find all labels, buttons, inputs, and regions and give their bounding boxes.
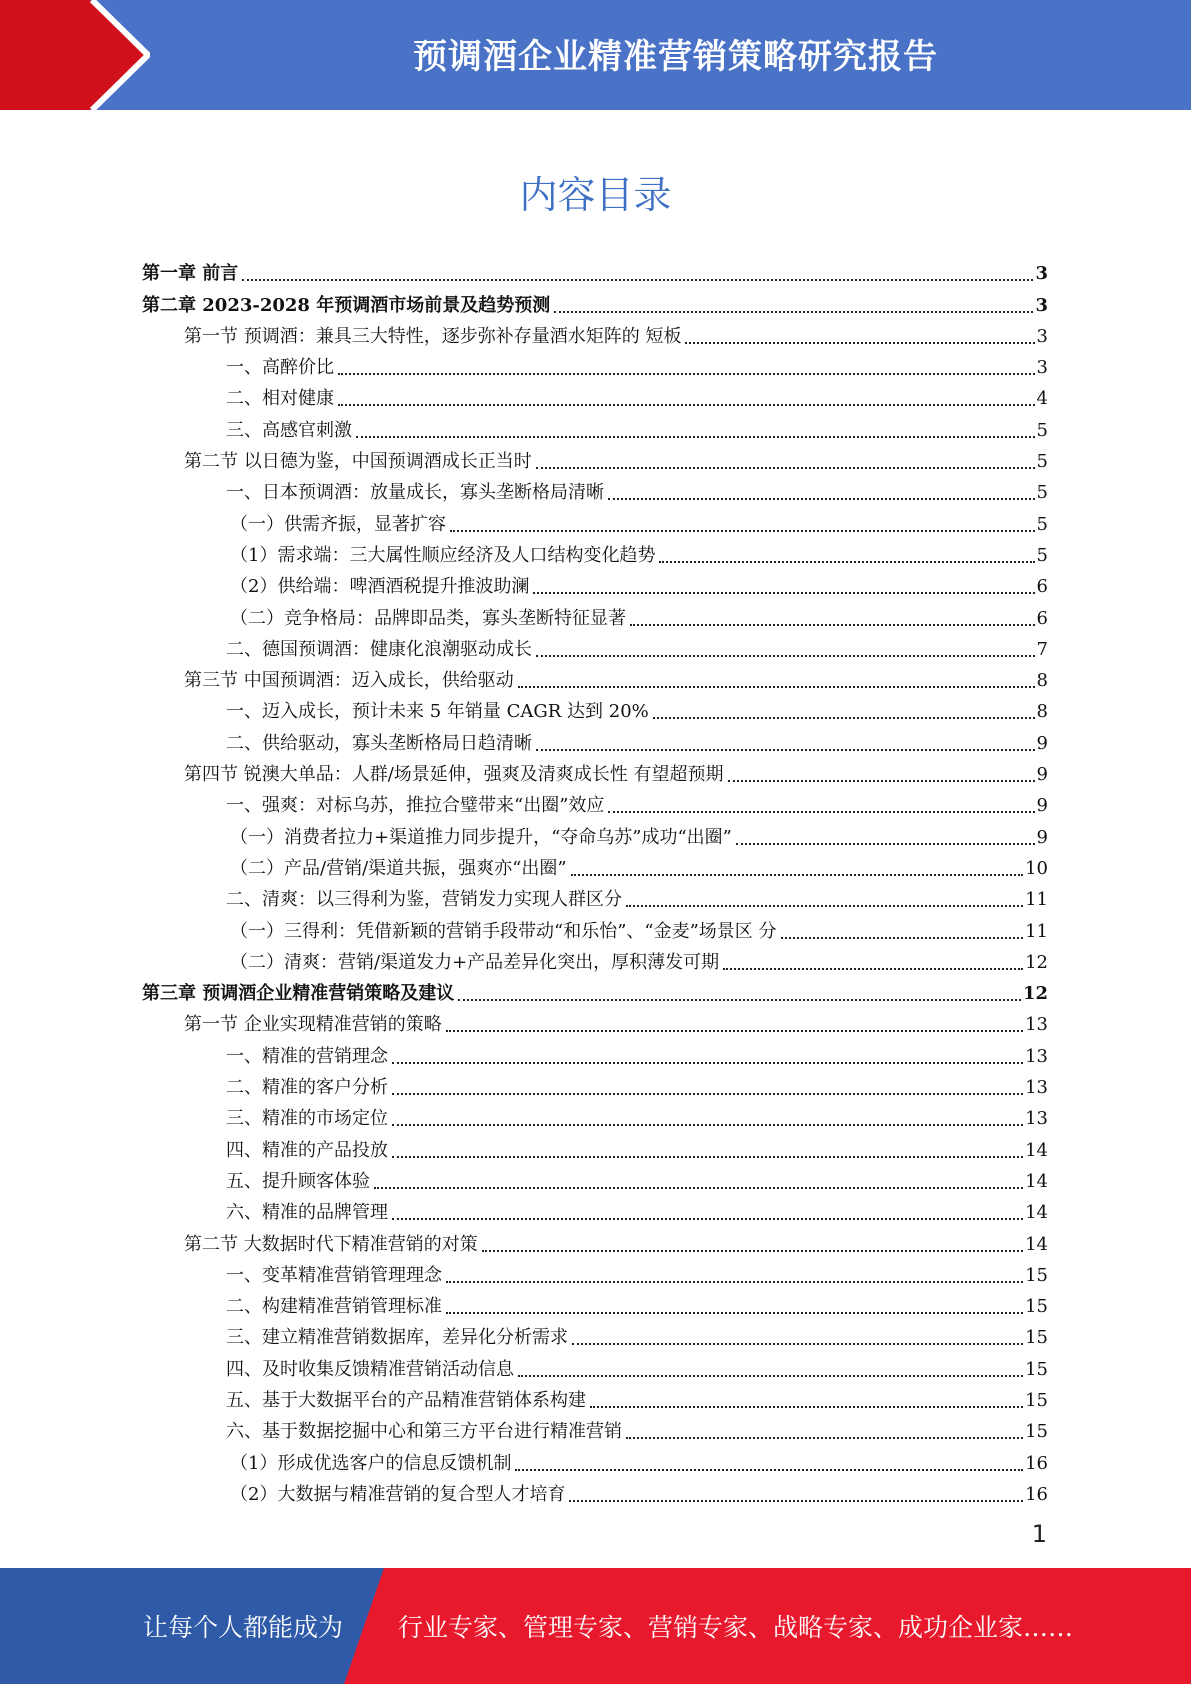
toc-entry-title: 一、迈入成长，预计未来 5 年销量 CAGR 达到 20% <box>226 701 649 723</box>
toc-entry[interactable] <box>142 504 1048 535</box>
toc-entry[interactable] <box>142 254 1048 285</box>
toc-dot-leader <box>626 905 1023 907</box>
toc-entry-page: 14 <box>1025 1139 1048 1161</box>
toc-entry-title: 三、高感官刺激 <box>226 419 352 441</box>
toc-entry-title: （一）消费者拉力+渠道推力同步提升，“夺命乌苏”成功“出圈” <box>230 826 732 848</box>
toc-entry[interactable] <box>142 630 1048 661</box>
toc-dot-leader <box>554 311 1033 313</box>
toc-entry[interactable] <box>142 1224 1048 1255</box>
toc-entry-title: 第四节 锐澳大单品：人群/场景延伸，强爽及清爽成长性 有望超预期 <box>184 764 724 786</box>
footer-slogan-right: 行业专家、管理专家、营销专家、战略专家、成功企业家…… <box>398 1613 1074 1642</box>
toc-entry[interactable] <box>142 410 1048 441</box>
toc-entry-title: （1）需求端：三大属性顺应经济及人口结构变化趋势 <box>230 544 656 566</box>
toc-heading: 内容目录 <box>519 173 672 217</box>
toc-entry[interactable] <box>142 911 1048 942</box>
toc-entry-page: 9 <box>1036 732 1048 754</box>
toc-dot-leader <box>590 1406 1023 1408</box>
toc-entry-page: 5 <box>1036 482 1048 504</box>
toc-entry-page: 13 <box>1025 1014 1048 1036</box>
toc-entry[interactable] <box>142 598 1048 629</box>
toc-entry-title: 第二章 2023-2028 年预调酒市场前景及趋势预测 <box>142 294 551 316</box>
toc-entry-page: 15 <box>1025 1296 1048 1318</box>
toc-entry-page: 12 <box>1025 951 1048 973</box>
toc-dot-leader <box>392 1093 1023 1095</box>
toc-entry[interactable] <box>142 1162 1048 1193</box>
toc-entry-page: 5 <box>1036 451 1048 473</box>
toc-entry-title: 二、相对健康 <box>226 388 334 410</box>
toc-dot-leader <box>242 279 1033 281</box>
toc-entry[interactable] <box>142 1287 1048 1318</box>
toc-entry-page: 3 <box>1035 263 1048 285</box>
toc-entry-title: 四、及时收集反馈精准营销活动信息 <box>226 1358 514 1380</box>
toc-entry[interactable] <box>142 723 1048 754</box>
toc-entry-title: （一）三得利：凭借新颖的营销手段带动“和乐怡”、“金麦”场景区 分 <box>230 920 777 942</box>
toc-dot-leader <box>626 1437 1023 1439</box>
toc-entry-page: 13 <box>1025 1108 1048 1130</box>
toc-dot-leader <box>536 467 1035 469</box>
toc-entry-page: 13 <box>1025 1077 1048 1099</box>
toc-dot-leader <box>572 1343 1023 1345</box>
footer-banner <box>0 1568 1191 1684</box>
toc-entry[interactable] <box>142 348 1048 379</box>
toc-entry-title: 二、供给驱动，寡头垄断格局日趋清晰 <box>226 732 532 754</box>
toc-dot-leader <box>685 342 1034 344</box>
report-title: 预调酒企业精准营销策略研究报告 <box>413 36 938 77</box>
toc-dot-leader <box>446 1281 1023 1283</box>
toc-dot-leader <box>458 999 1021 1001</box>
toc-entry-title: 第二节 大数据时代下精准营销的对策 <box>184 1233 478 1255</box>
toc-dot-leader <box>569 1500 1023 1502</box>
toc-dot-leader <box>659 561 1034 563</box>
toc-entry-page: 14 <box>1025 1170 1048 1192</box>
toc-entry[interactable] <box>142 317 1048 348</box>
toc-entry[interactable] <box>142 1256 1048 1287</box>
toc-dot-leader <box>392 1218 1023 1220</box>
toc-dot-leader <box>515 1469 1023 1471</box>
toc-entry-title: 五、基于大数据平台的产品精准营销体系构建 <box>226 1389 586 1411</box>
toc-entry[interactable] <box>142 1318 1048 1349</box>
toc-entry-page: 3 <box>1035 294 1048 316</box>
toc-entry[interactable] <box>142 379 1048 410</box>
toc-entry-title: （2）大数据与精准营销的复合型人才培育 <box>230 1483 566 1505</box>
toc-dot-leader <box>518 686 1035 688</box>
toc-dot-leader <box>338 404 1035 406</box>
toc-dot-leader <box>536 655 1035 657</box>
toc-entry[interactable] <box>142 1099 1048 1130</box>
toc-entry[interactable] <box>142 692 1048 723</box>
toc-entry[interactable] <box>142 880 1048 911</box>
toc-entry-page: 12 <box>1022 983 1048 1005</box>
toc-entry-page: 9 <box>1036 795 1048 817</box>
footer-slogan-left: 让每个人都能成为 <box>143 1613 344 1642</box>
toc-entry[interactable] <box>142 473 1048 504</box>
toc-entry[interactable] <box>142 1349 1048 1380</box>
toc-entry-page: 5 <box>1036 513 1048 535</box>
toc-entry[interactable] <box>142 1412 1048 1443</box>
toc-dot-leader <box>571 874 1024 876</box>
toc-entry[interactable] <box>142 1068 1048 1099</box>
toc-entry-title: 三、精准的市场定位 <box>226 1108 388 1130</box>
toc-entry-page: 9 <box>1036 826 1048 848</box>
toc-dot-leader <box>450 530 1035 532</box>
toc-entry-page: 9 <box>1036 764 1048 786</box>
toc-entry-title: 第一节 预调酒：兼具三大特性，逐步弥补存量酒水矩阵的 短板 <box>184 325 682 347</box>
toc-entry-title: 第一节 企业实现精准营销的策略 <box>184 1014 442 1036</box>
toc-entry-title: 二、精准的客户分析 <box>226 1077 388 1099</box>
toc-dot-leader <box>482 1250 1023 1252</box>
toc-entry-page: 13 <box>1025 1045 1048 1067</box>
toc-entry[interactable] <box>142 849 1048 880</box>
toc-entry-page: 10 <box>1025 857 1048 879</box>
toc-entry[interactable] <box>142 442 1048 473</box>
toc-dot-leader <box>653 717 1035 719</box>
toc-entry-page: 6 <box>1036 576 1048 598</box>
toc-dot-leader <box>608 811 1034 813</box>
toc-dot-leader <box>630 624 1035 626</box>
toc-dot-leader <box>446 1030 1023 1032</box>
toc-entry-title: 四、精准的产品投放 <box>226 1139 388 1161</box>
toc-entry[interactable] <box>142 1443 1048 1474</box>
toc-dot-leader <box>728 780 1035 782</box>
table-of-contents <box>142 254 1048 1506</box>
toc-entry[interactable] <box>142 1193 1048 1224</box>
toc-entry-title: 六、基于数据挖掘中心和第三方平台进行精准营销 <box>226 1421 622 1443</box>
toc-dot-leader <box>356 436 1035 438</box>
toc-entry-page: 6 <box>1036 607 1048 629</box>
toc-dot-leader <box>533 592 1034 594</box>
toc-entry-title: （二）清爽：营销/渠道发力+产品差异化突出，厚积薄发可期 <box>230 951 720 973</box>
toc-entry-title: 三、建立精准营销数据库，差异化分析需求 <box>226 1327 568 1349</box>
toc-entry[interactable] <box>142 943 1048 974</box>
toc-entry-title: 一、精准的营销理念 <box>226 1045 388 1067</box>
toc-entry-page: 5 <box>1036 419 1048 441</box>
toc-dot-leader <box>536 749 1035 751</box>
toc-entry-page: 3 <box>1036 325 1048 347</box>
toc-entry-page: 11 <box>1025 889 1048 911</box>
toc-entry-page: 4 <box>1036 388 1048 410</box>
toc-entry-page: 15 <box>1025 1358 1048 1380</box>
header-banner <box>0 0 1191 110</box>
toc-entry-title: （2）供给端：啤酒酒税提升推波助澜 <box>230 576 530 598</box>
toc-entry-page: 8 <box>1036 670 1048 692</box>
toc-entry[interactable] <box>142 786 1048 817</box>
toc-entry-page: 16 <box>1025 1452 1048 1474</box>
toc-entry[interactable] <box>142 567 1048 598</box>
toc-entry-title: 二、德国预调酒：健康化浪潮驱动成长 <box>226 638 532 660</box>
toc-entry[interactable] <box>142 1036 1048 1067</box>
toc-entry-page: 11 <box>1025 920 1048 942</box>
toc-dot-leader <box>374 1187 1023 1189</box>
toc-dot-leader <box>608 498 1035 500</box>
toc-entry-title: 六、精准的品牌管理 <box>226 1202 388 1224</box>
toc-entry-title: （二）竞争格局：品牌即品类，寡头垄断特征显著 <box>230 607 626 629</box>
toc-entry[interactable] <box>142 536 1048 567</box>
toc-entry[interactable] <box>142 661 1048 692</box>
toc-dot-leader <box>781 937 1024 939</box>
toc-entry[interactable] <box>142 1005 1048 1036</box>
toc-entry-title: 二、清爽：以三得利为鉴，营销发力实现人群区分 <box>226 889 622 911</box>
toc-entry[interactable] <box>142 1381 1048 1412</box>
toc-dot-leader <box>723 968 1023 970</box>
toc-entry-title: 二、构建精准营销管理标准 <box>226 1296 442 1318</box>
toc-entry-title: （一）供需齐振，显著扩容 <box>230 513 446 535</box>
toc-entry-page: 7 <box>1036 638 1048 660</box>
toc-entry-title: （二）产品/营销/渠道共振，强爽亦“出圈” <box>230 857 567 879</box>
toc-entry-page: 15 <box>1025 1327 1048 1349</box>
toc-entry-page: 14 <box>1025 1202 1048 1224</box>
toc-dot-leader <box>392 1062 1023 1064</box>
toc-entry-page: 15 <box>1025 1264 1048 1286</box>
toc-entry[interactable] <box>142 1130 1048 1161</box>
toc-entry[interactable] <box>142 1475 1048 1506</box>
toc-entry-page: 15 <box>1025 1421 1048 1443</box>
toc-entry-page: 3 <box>1036 357 1048 379</box>
toc-entry-title: （1）形成优选客户的信息反馈机制 <box>230 1452 512 1474</box>
toc-entry-page: 15 <box>1025 1389 1048 1411</box>
header-red-chevron-icon <box>0 0 150 110</box>
toc-entry-title: 一、强爽：对标乌苏，推拉合璧带来“出圈”效应 <box>226 795 605 817</box>
toc-entry-title: 第二节 以日德为鉴，中国预调酒成长正当时 <box>184 451 532 473</box>
toc-entry[interactable] <box>142 285 1048 316</box>
toc-entry-page: 5 <box>1036 544 1048 566</box>
toc-dot-leader <box>392 1124 1023 1126</box>
toc-dot-leader <box>338 373 1035 375</box>
toc-dot-leader <box>446 1312 1023 1314</box>
toc-entry[interactable] <box>142 974 1048 1005</box>
toc-entry-title: 第三章 预调酒企业精准营销策略及建议 <box>142 983 455 1005</box>
toc-entry-title: 一、变革精准营销管理理念 <box>226 1264 442 1286</box>
toc-dot-leader <box>736 843 1035 845</box>
page-number: 1 <box>1031 1520 1047 1548</box>
toc-entry[interactable] <box>142 817 1048 848</box>
toc-entry-title: 一、高醉价比 <box>226 357 334 379</box>
toc-entry-page: 16 <box>1025 1483 1048 1505</box>
toc-entry[interactable] <box>142 755 1048 786</box>
toc-entry-title: 第三节 中国预调酒：迈入成长，供给驱动 <box>184 670 514 692</box>
toc-dot-leader <box>518 1375 1023 1377</box>
toc-entry-title: 一、日本预调酒：放量成长，寡头垄断格局清晰 <box>226 482 604 504</box>
toc-entry-page: 8 <box>1036 701 1048 723</box>
toc-entry-title: 第一章 前言 <box>142 263 239 285</box>
toc-entry-page: 14 <box>1025 1233 1048 1255</box>
toc-entry-title: 五、提升顾客体验 <box>226 1170 370 1192</box>
toc-dot-leader <box>392 1156 1023 1158</box>
